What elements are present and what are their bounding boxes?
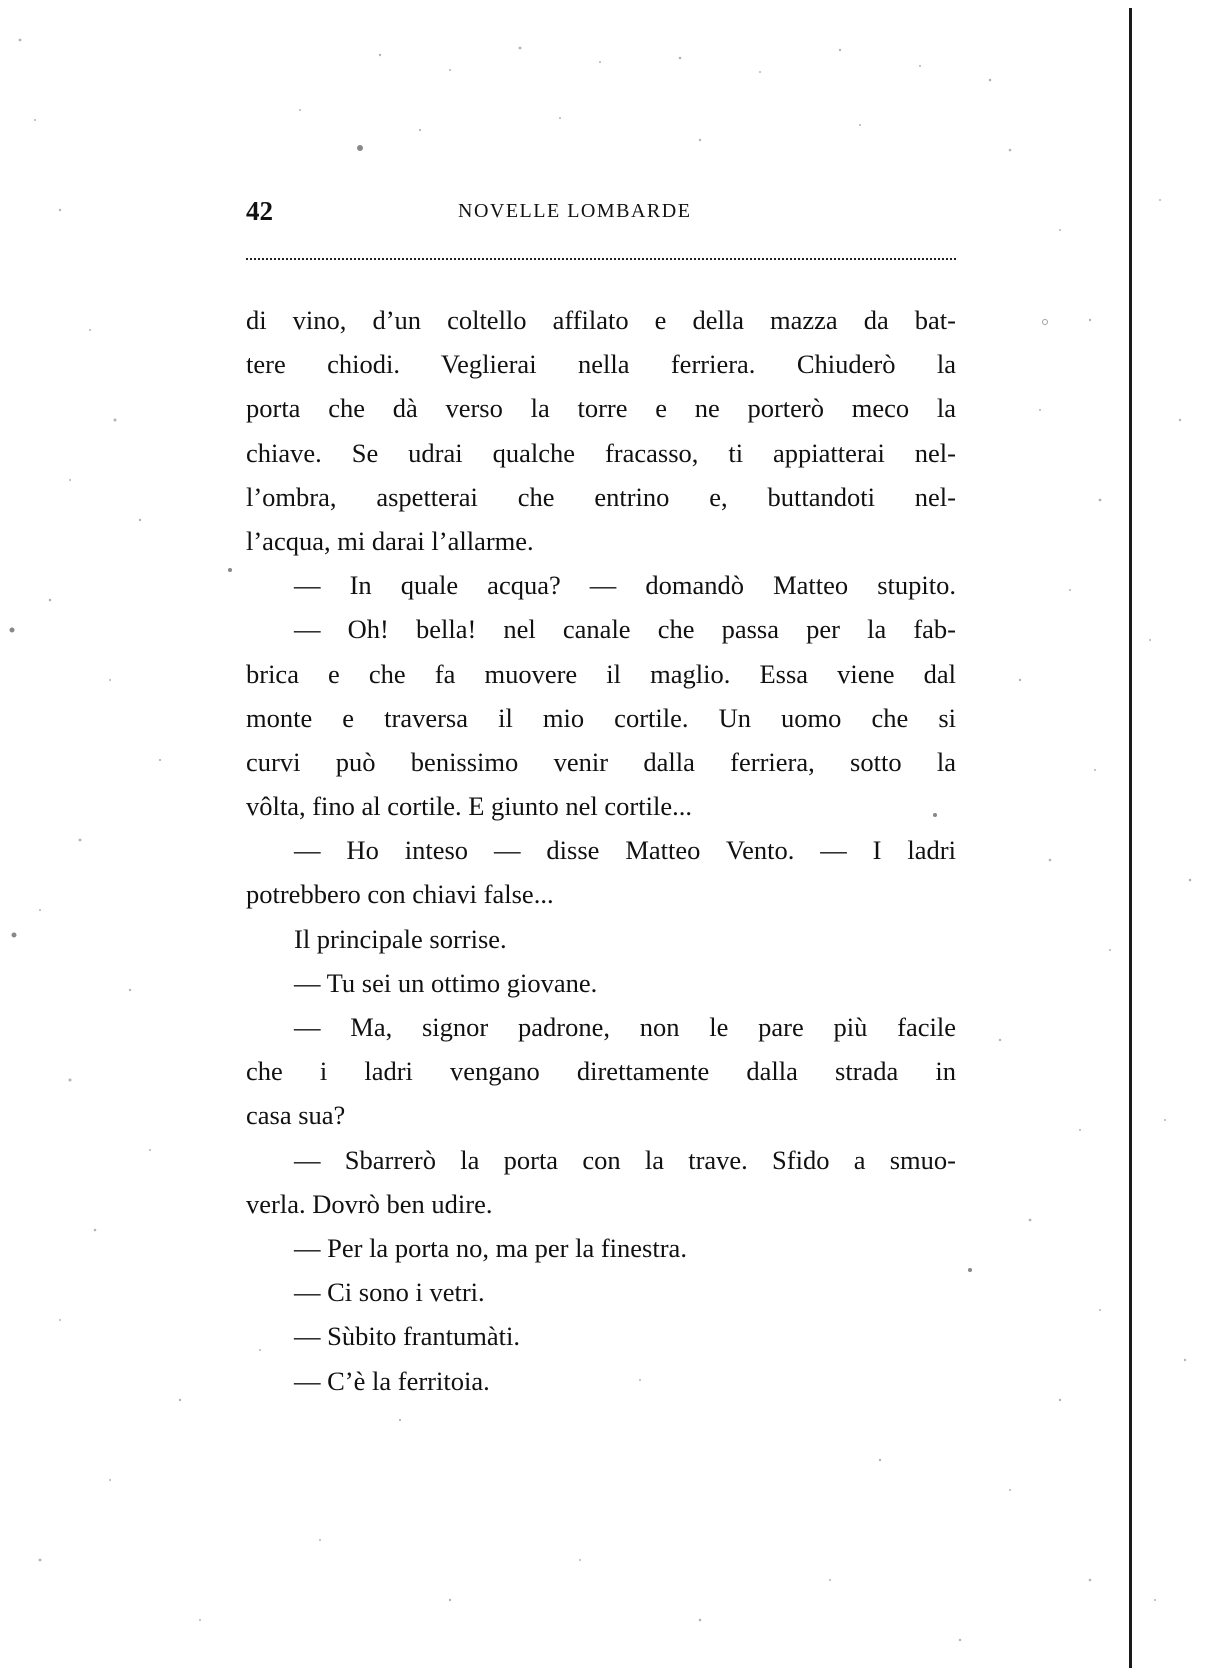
text-line: monte e traversa il mio cortile. Un uomo che si [246, 702, 956, 733]
text-line: verla. Dovrò ben udire. [246, 1188, 493, 1219]
text-line: — C’è la ferritoia. [294, 1365, 490, 1396]
text-line: di vino, d’un coltello affilato e della mazza da bat- [246, 305, 956, 335]
text-line: — Oh! bella! nel canale che passa per la fab- [294, 614, 956, 645]
text-line: — Ci sono i vetri. [294, 1277, 485, 1308]
body-text [246, 298, 956, 1403]
text-line: Il principale sorrise. [294, 923, 507, 954]
text-line: — Per la porta no, ma per la finestra. [294, 1232, 687, 1263]
text-line: — In quale acqua? — domandò Matteo stupito. [294, 570, 956, 601]
text-line: porta che dà verso la torre e ne porterò meco la [246, 393, 956, 424]
text-line: l’acqua, mi darai l’allarme. [246, 525, 534, 556]
text-line: tere chiodi. Veglierai nella ferriera. Chiuderò la [246, 349, 956, 380]
page-header [246, 196, 956, 232]
text-line: chiave. Se udrai qualche fracasso, ti appiatterai nel- [246, 437, 956, 468]
text-line: che i ladri vengano direttamente dalla strada in [246, 1056, 956, 1087]
text-line: — Ma, signor padrone, non le pare più facile [294, 1012, 956, 1042]
text-line: curvi può benissimo venir dalla ferriera, sotto la [246, 746, 956, 777]
page-edge-rule [1129, 8, 1132, 1668]
text-line: brica e che fa muovere il maglio. Essa viene dal [246, 658, 956, 689]
text-line: — Sbarrerò la porta con la trave. Sfido a smuo- [294, 1144, 956, 1175]
text-line: casa sua? [246, 1100, 346, 1131]
text-line: vôlta, fino al cortile. E giunto nel cortile... [246, 791, 692, 822]
text-line: l’ombra, aspetterai che entrino e, buttandoti nel- [246, 481, 956, 512]
header-rule [246, 258, 956, 260]
text-line: — Tu sei un ottimo giovane. [294, 967, 598, 998]
text-line: — Sùbito frantumàti. [294, 1321, 520, 1352]
running-title: NOVELLE LOMBARDE [458, 200, 692, 222]
text-line: — Ho inteso — disse Matteo Vento. — I ladri [294, 835, 956, 866]
page-number: 42 [246, 196, 273, 226]
text-line: potrebbero con chiavi false... [246, 879, 554, 910]
